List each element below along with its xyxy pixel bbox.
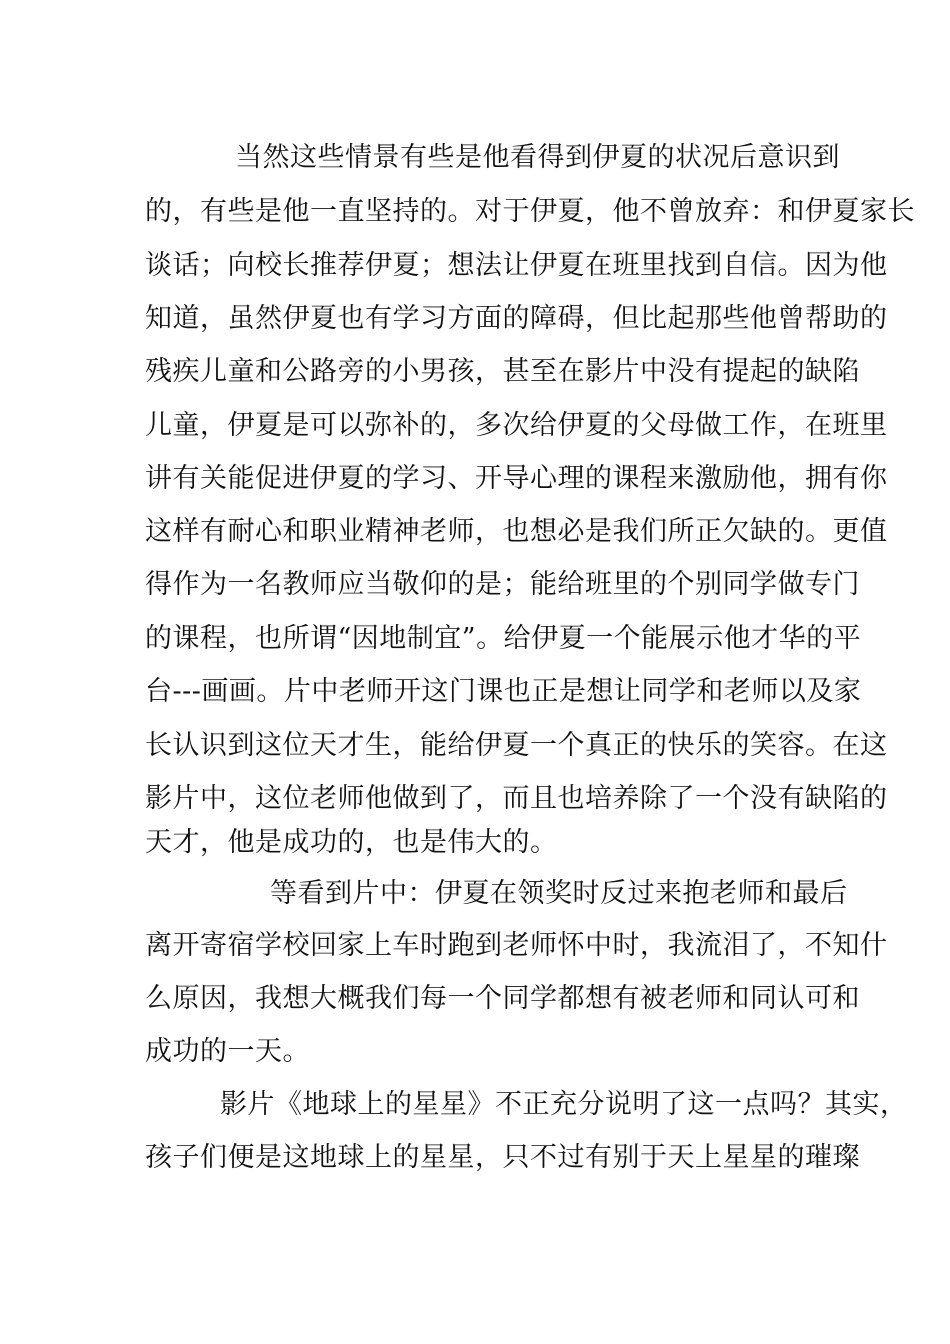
text-line: 当然这些情景有些是他看得到伊夏的状况后意识到 [235, 142, 840, 173]
text-line: 等看到片中：伊夏在领奖时反过来抱老师和最后 [270, 878, 848, 909]
text-line: 儿童，伊夏是可以弥补的，多次给伊夏的父母做工作，在班里 [145, 410, 888, 441]
text-line: 孩子们便是这地球上的星星，只不过有别于天上星星的璀璨 [145, 1142, 860, 1173]
text-line: 天才，他是成功的，也是伟大的。 [145, 827, 558, 858]
text-line: 这样有耐心和职业精神老师，也想必是我们所正欠缺的。更值 [145, 516, 888, 547]
text-line: 的课程，也所谓“因地制宜”。给伊夏一个能展示他才华的平 [145, 623, 862, 654]
text-line: 影片中，这位老师他做到了，而且也培养除了一个没有缺陷的 [145, 783, 888, 814]
text-line: 影片《地球上的星星》不正充分说明了这一点吗？其实， [220, 1089, 908, 1120]
text-line: 的，有些是他一直坚持的。对于伊夏，他不曾放弃：和伊夏家长 [145, 196, 915, 227]
text-line: 台---画画。片中老师开这门课也正是想让同学和老师以及家 [145, 676, 862, 707]
text-line: 么原因，我想大概我们每一个同学都想有被老师和同认可和 [145, 983, 860, 1014]
text-line: 得作为一名教师应当敬仰的是；能给班里的个别同学做专门 [145, 569, 860, 600]
text-line: 成功的一天。 [145, 1036, 310, 1067]
text-line: 离开寄宿学校回家上车时跑到老师怀中时，我流泪了，不知什 [145, 930, 888, 961]
text-line: 谈话；向校长推荐伊夏；想法让伊夏在班里找到自信。因为他 [145, 250, 888, 281]
text-line: 残疾儿童和公路旁的小男孩，甚至在影片中没有提起的缺陷 [145, 356, 860, 387]
text-line: 长认识到这位天才生，能给伊夏一个真正的快乐的笑容。在这 [145, 730, 888, 761]
text-line: 讲有关能促进伊夏的学习、开导心理的课程来激励他，拥有你 [145, 463, 888, 494]
text-line: 知道，虽然伊夏也有学习方面的障碍，但比起那些他曾帮助的 [145, 303, 888, 334]
